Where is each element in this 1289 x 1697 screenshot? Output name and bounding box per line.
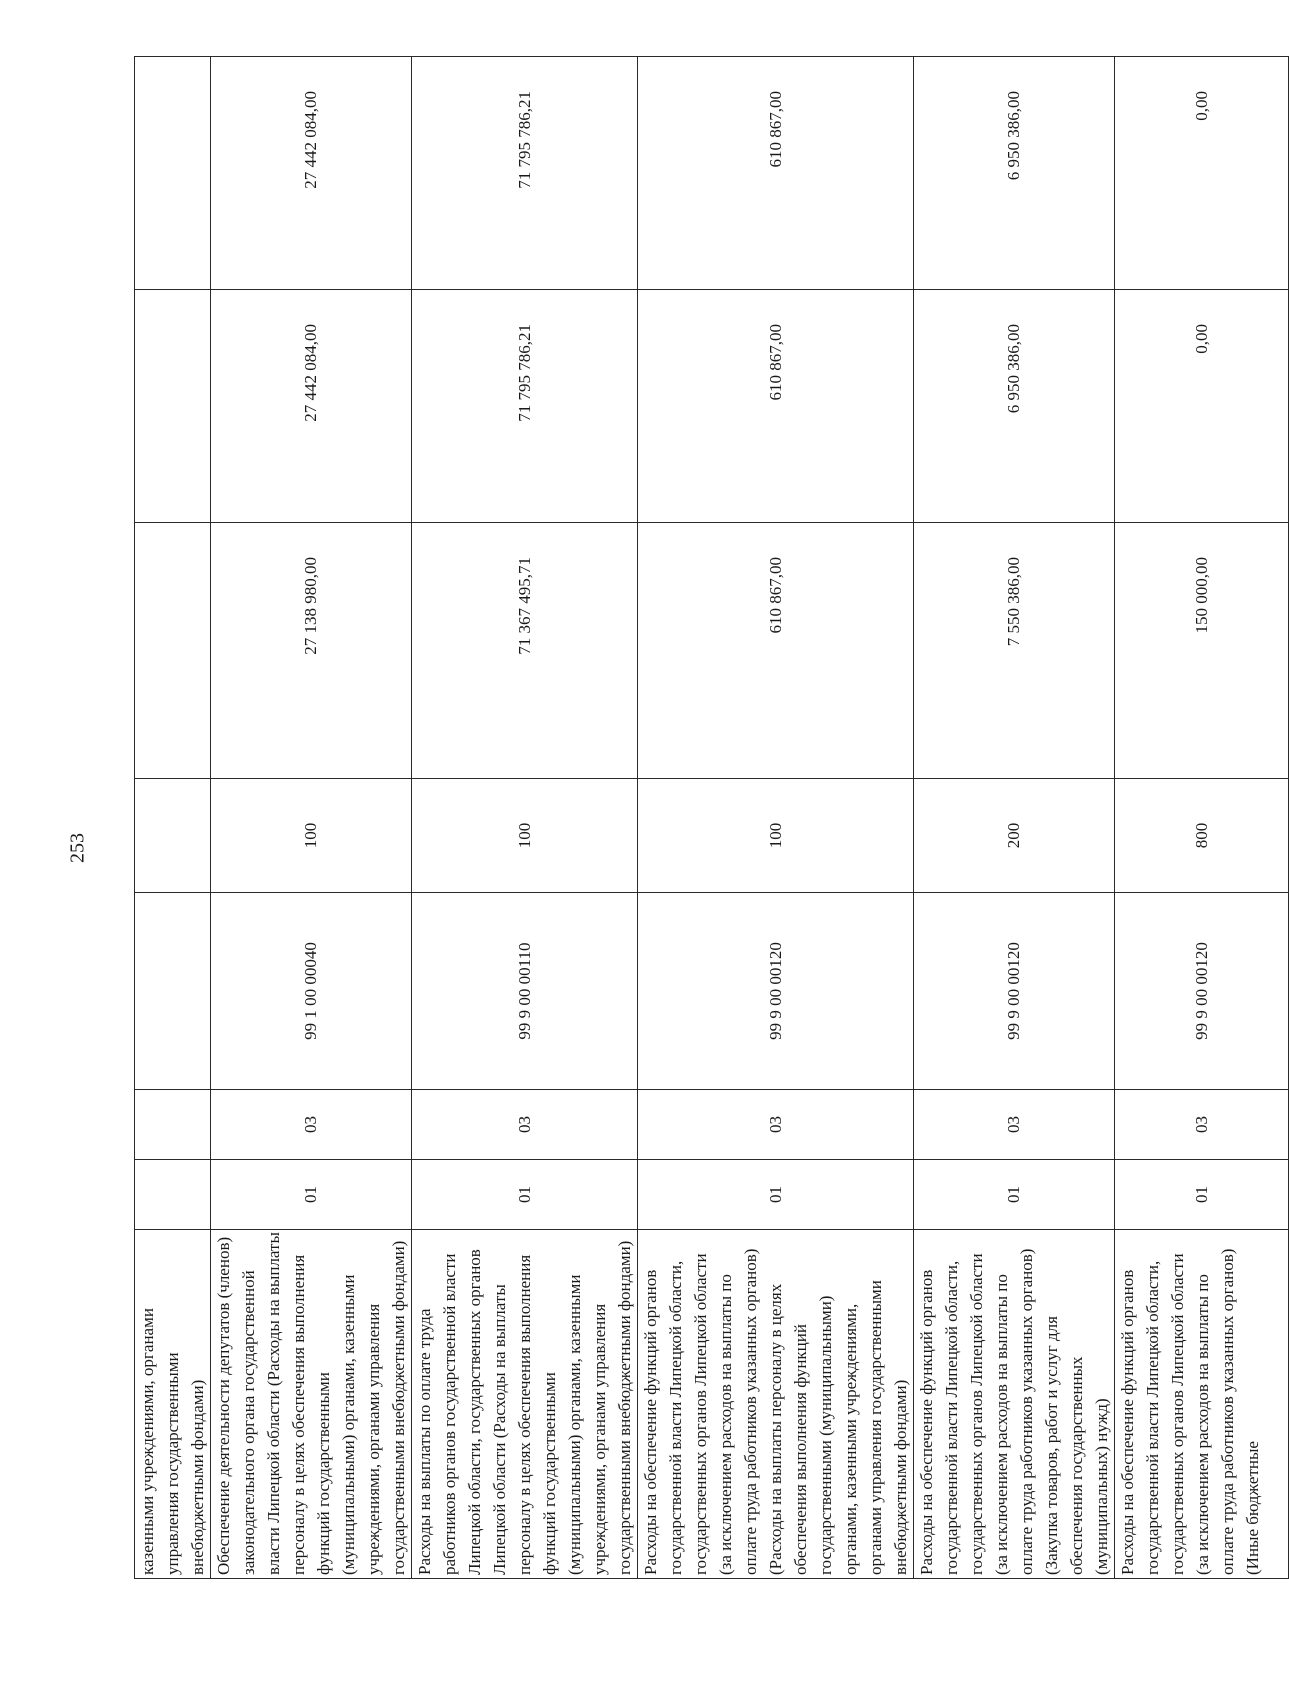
budget-table [134, 56, 1289, 1579]
cell-description [1115, 1230, 1289, 1579]
cell-target-article: 99 9 00 00110 [412, 893, 638, 1090]
description-text: казенными учреждениями, органами управления государственными внебюджетными фондами) [138, 1308, 207, 1575]
table-body [135, 57, 1289, 1579]
cell-expense-type [135, 779, 211, 893]
cell-amount-1 [135, 523, 211, 779]
cell-section: 01 [412, 1160, 638, 1230]
cell-amount-3: 6 950 386,00 [914, 57, 1115, 290]
cell-description [914, 1230, 1115, 1579]
cell-amount-1: 610 867,00 [638, 523, 914, 779]
cell-subsection: 03 [211, 1090, 412, 1160]
description-text: Расходы на обеспечение функций органов государственной власти Липецкой области, государственных органов Липецкой области (за исключением расходов на выплаты по оплате труда работников указанных органов) (Закупка товаров, работ и услуг для обеспечения государственных (муниципальных) нужд) [917, 1248, 1111, 1575]
table-row [1115, 57, 1289, 1579]
table-row [412, 57, 638, 1579]
cell-subsection [135, 1090, 211, 1160]
budget-table-rotated [134, 57, 1262, 1579]
cell-expense-type: 800 [1115, 779, 1289, 893]
description-text: Расходы на выплаты по оплате труда работников органов государственной власти Липецкой области, государственных органов Липецкой области (Расходы на выплаты персоналу в целях обеспечения выполнения функций государственными (муниципальными) органами, казенными учреждениями, органами управления государственными внебюджетными фондами) [415, 1240, 634, 1575]
cell-target-article: 99 9 00 00120 [914, 893, 1115, 1090]
table-row [135, 57, 211, 1579]
description-text: Расходы на обеспечение функций органов государственной власти Липецкой области, государственных органов Липецкой области (за исключением расходов на выплаты по оплате труда работников указанных органов) (Расходы на выплаты персоналу в целях обеспечения выполнения функций государственными (муниципальными) органами, казенными учреждениями, органами управления государственными внебюджетными фондами) [641, 1248, 910, 1575]
cell-description [638, 1230, 914, 1579]
cell-subsection: 03 [1115, 1090, 1289, 1160]
cell-amount-2: 610 867,00 [638, 290, 914, 523]
cell-amount-3: 610 867,00 [638, 57, 914, 290]
cell-section: 01 [1115, 1160, 1289, 1230]
cell-description [135, 1230, 211, 1579]
cell-description [412, 1230, 638, 1579]
cell-amount-1: 27 138 980,00 [211, 523, 412, 779]
cell-amount-2 [135, 290, 211, 523]
cell-section: 01 [638, 1160, 914, 1230]
cell-amount-3: 27 442 084,00 [211, 57, 412, 290]
cell-amount-1: 150 000,00 [1115, 523, 1289, 779]
cell-amount-3 [135, 57, 211, 290]
table-row [211, 57, 412, 1579]
cell-amount-2: 71 795 786,21 [412, 290, 638, 523]
cell-section: 01 [914, 1160, 1115, 1230]
cell-subsection: 03 [914, 1090, 1115, 1160]
cell-expense-type: 100 [412, 779, 638, 893]
cell-target-article: 99 9 00 00120 [638, 893, 914, 1090]
cell-description [211, 1230, 412, 1579]
cell-amount-2: 0,00 [1115, 290, 1289, 523]
table-row [914, 57, 1115, 1579]
cell-target-article: 99 9 00 00120 [1115, 893, 1289, 1090]
cell-subsection: 03 [638, 1090, 914, 1160]
page-number: 253 [66, 833, 89, 863]
cell-target-article [135, 893, 211, 1090]
cell-expense-type: 200 [914, 779, 1115, 893]
cell-amount-1: 7 550 386,00 [914, 523, 1115, 779]
description-text: Обеспечение деятельности депутатов (членов) законодательного органа государственной власти Липецкой области (Расходы на выплаты персоналу в целях обеспечения выполнения функций государственными (муниципальными) органами, казенными учреждениями, органами управления государственными внебюджетными фондами) [214, 1232, 408, 1575]
cell-expense-type: 100 [211, 779, 412, 893]
cell-amount-3: 0,00 [1115, 57, 1289, 290]
cell-expense-type: 100 [638, 779, 914, 893]
description-text: Расходы на обеспечение функций органов государственной власти Липецкой области, государственных органов Липецкой области (за исключением расходов на выплаты по оплате труда работников указанных органов) (Иные бюджетные [1118, 1248, 1262, 1575]
cell-section: 01 [211, 1160, 412, 1230]
cell-subsection: 03 [412, 1090, 638, 1160]
cell-target-article: 99 1 00 00040 [211, 893, 412, 1090]
cell-section [135, 1160, 211, 1230]
table-row [638, 57, 914, 1579]
cell-amount-2: 6 950 386,00 [914, 290, 1115, 523]
cell-amount-1: 71 367 495,71 [412, 523, 638, 779]
cell-amount-2: 27 442 084,00 [211, 290, 412, 523]
cell-amount-3: 71 795 786,21 [412, 57, 638, 290]
